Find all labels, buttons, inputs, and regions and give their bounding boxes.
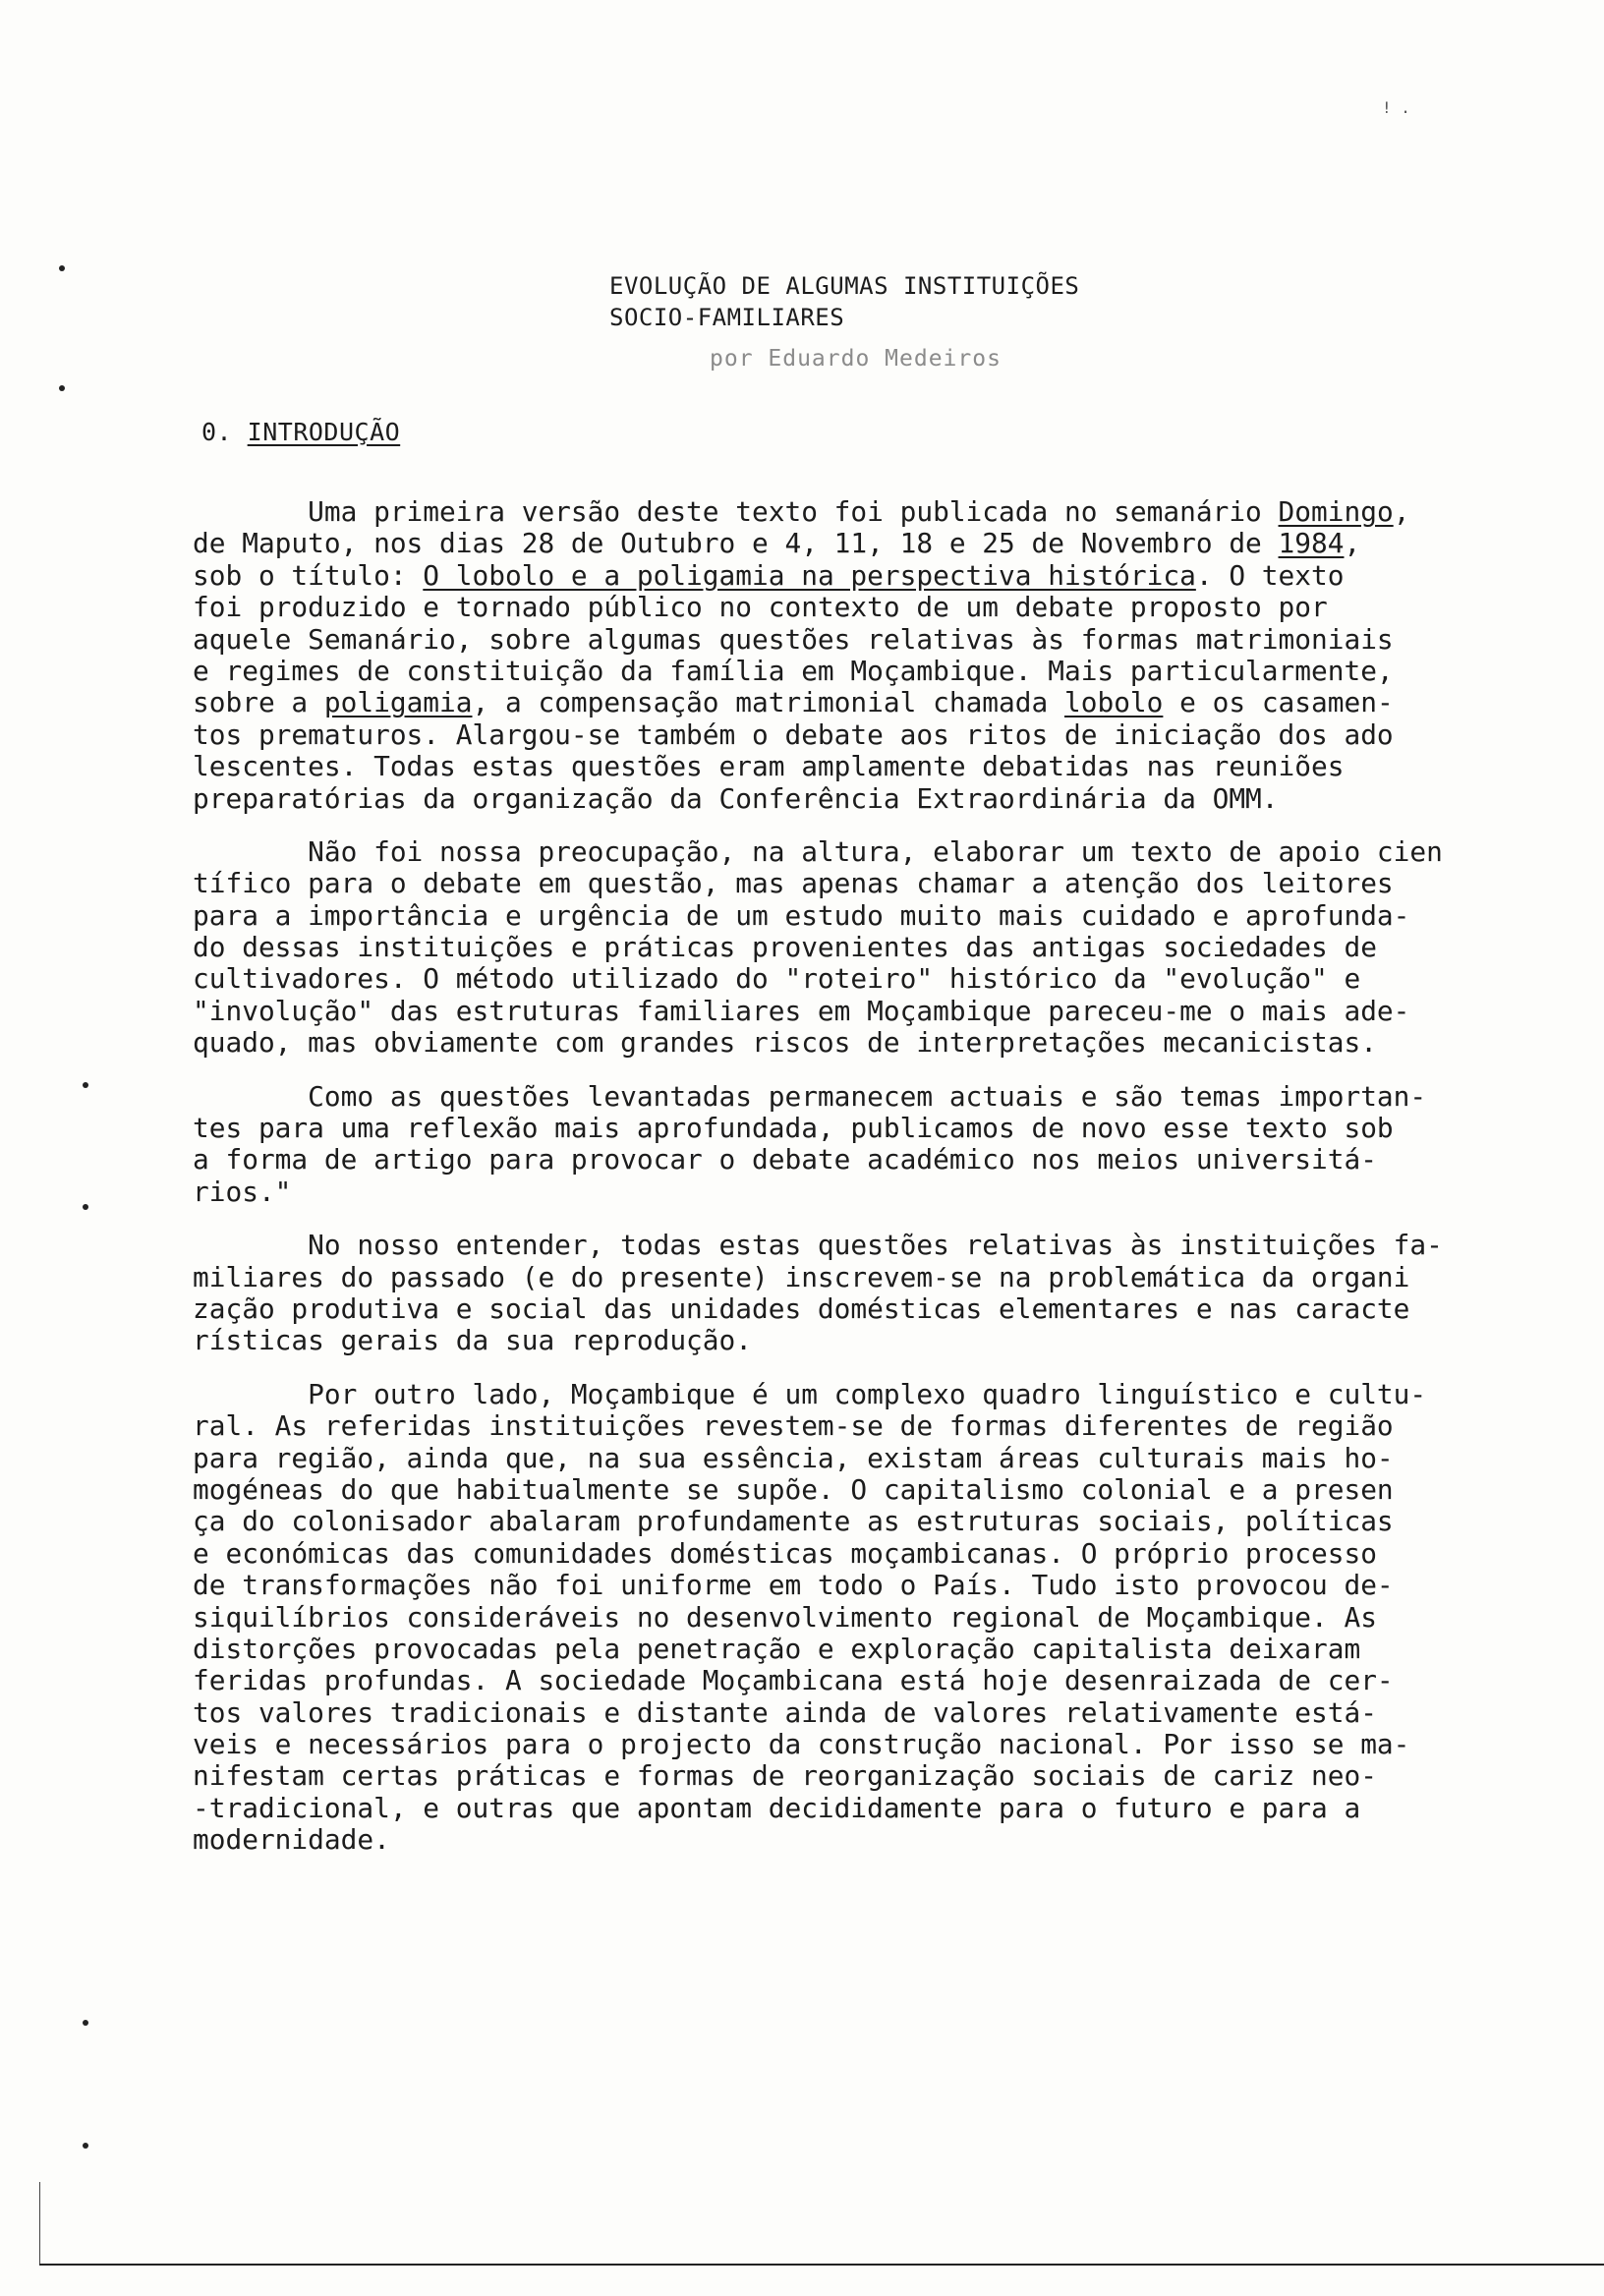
text-line (193, 1027, 1500, 1059)
text-line (193, 1602, 1500, 1634)
text-segment: , (1393, 495, 1410, 528)
text-segment: . O texto (1195, 558, 1345, 592)
text-segment: sobre a (193, 686, 324, 719)
text-segment: mogéneas do que habitualmente se supõe. O capitalismo colonial e a presen (193, 1472, 1394, 1506)
text-line (193, 1760, 1500, 1792)
paragraph-3 (193, 1081, 1500, 1209)
scan-dot (59, 385, 65, 391)
text-line (193, 687, 1500, 718)
title-line-2: SOCIO-FAMILIARES (609, 304, 845, 331)
text-line (193, 1634, 1500, 1665)
paragraph-5 (193, 1379, 1500, 1857)
text-segment: modernidade. (193, 1823, 390, 1857)
text-line (193, 1293, 1500, 1325)
text-line (193, 1538, 1500, 1570)
text-line (193, 656, 1500, 687)
title-line-1: EVOLUÇÃO DE ALGUMAS INSTITUIÇÕES (609, 272, 1080, 300)
text-segment: nifestam certas práticas e formas de reorganização sociais de cariz neo- (193, 1759, 1377, 1793)
text-segment: de Maputo, nos dias 28 de Outubro e 4, 11, 18 e 25 de Novembro de (193, 527, 1279, 560)
text-segment: miliares do passado (e do presente) inscrevem-se na problemática da organi (193, 1260, 1410, 1293)
text-segment: , (1344, 527, 1361, 560)
text-line (193, 1410, 1500, 1442)
text-line (193, 1793, 1500, 1824)
text-segment: e económicas das comunidades domésticas moçambicanas. O próprio processo (193, 1536, 1377, 1570)
text-segment: tos prematuros. Alargou-se também o debate aos ritos de iniciação dos ado (193, 718, 1394, 751)
text-line (193, 560, 1500, 592)
text-segment: quado, mas obviamente com grandes riscos de interpretações mecanicistas. (193, 1026, 1377, 1060)
text-segment: para a importância e urgência de um estudo muito mais cuidado e aprofunda- (193, 898, 1410, 932)
text-segment: aquele Semanário, sobre algumas questões relativas às formas matrimoniais (193, 622, 1394, 656)
underlined-term: 1984 (1278, 527, 1345, 560)
paragraph-2 (193, 836, 1500, 1060)
text-segment: "involução" das estruturas familiares em Moçambique pareceu-me o mais ade- (193, 994, 1410, 1027)
text-line (193, 751, 1500, 782)
text-line (193, 592, 1500, 623)
section-number: 0. (201, 418, 233, 446)
text-line (193, 900, 1500, 932)
text-line (193, 1230, 1500, 1261)
text-line (193, 963, 1500, 995)
text-line (193, 1506, 1500, 1537)
body-text (193, 496, 1500, 1878)
text-line (193, 868, 1500, 899)
text-line (193, 1697, 1500, 1729)
scan-dot (83, 2143, 88, 2149)
section-heading (201, 418, 400, 446)
text-segment: siquilíbrios consideráveis no desenvolvimento regional de Moçambique. As (193, 1600, 1377, 1634)
text-line (193, 624, 1500, 656)
section-title: INTRODUÇÃO (247, 418, 401, 446)
text-segment: Não foi nossa preocupação, na altura, elaborar um texto de apoio cien (193, 834, 1443, 868)
scan-dot (83, 1082, 88, 1088)
text-segment: e regimes de constituição da família em Moçambique. Mais particularmente, (193, 654, 1394, 687)
text-line (193, 1113, 1500, 1144)
text-segment: -tradicional, e outras que apontam decididamente para o futuro e para a (193, 1791, 1361, 1824)
text-segment: ça do colonisador abalaram profundamente as estruturas sociais, políticas (193, 1505, 1394, 1538)
underlined-term: poligamia (323, 686, 473, 719)
text-segment: cultivadores. O método utilizado do "roteiro" histórico da "evolução" e (193, 962, 1361, 996)
text-segment: de transformações não foi uniforme em todo o País. Tudo isto provocou de- (193, 1569, 1394, 1602)
text-line (193, 996, 1500, 1027)
text-segment: preparatórias da organização da Conferência Extraordinária da OMM. (193, 781, 1279, 815)
text-line (193, 1081, 1500, 1113)
text-segment: rísticas gerais da sua reprodução. (193, 1324, 752, 1357)
text-line (193, 1665, 1500, 1696)
text-segment: e os casamen- (1163, 686, 1394, 719)
text-line (193, 719, 1500, 751)
text-segment: foi produzido e tornado público no contexto de um debate proposto por (193, 591, 1328, 624)
text-segment: ral. As referidas instituições revestem-se de formas diferentes de região (193, 1409, 1394, 1443)
text-line (193, 1443, 1500, 1474)
text-line (193, 932, 1500, 963)
text-segment: distorções provocadas pela penetração e exploração capitalista deixaram (193, 1632, 1361, 1665)
text-segment: feridas profundas. A sociedade Moçambicana está hoje desenraizada de cer- (193, 1664, 1394, 1697)
corner-mark: ! . (1382, 98, 1410, 117)
text-line (193, 1325, 1500, 1356)
text-segment: sob o título: (193, 558, 424, 592)
text-segment: tífico para o debate em questão, mas apenas chamar a atenção dos leitores (193, 867, 1394, 900)
author-byline: por Eduardo Medeiros (710, 346, 1002, 372)
text-line (193, 1474, 1500, 1506)
scan-dot (83, 2020, 88, 2026)
text-line (193, 1570, 1500, 1601)
text-line (193, 1824, 1500, 1856)
text-line (193, 1729, 1500, 1760)
text-segment: Uma primeira versão deste texto foi publicada no semanário (193, 495, 1279, 528)
scan-dot (59, 265, 65, 271)
underlined-term: O lobolo e a poligamia na perspectiva histórica (423, 558, 1196, 592)
text-line (193, 783, 1500, 815)
text-segment: rios." (193, 1175, 292, 1208)
text-segment: No nosso entender, todas estas questões relativas às instituições fa- (193, 1229, 1443, 1262)
text-segment: veis e necessários para o projecto da construção nacional. Por isso se ma- (193, 1728, 1410, 1761)
page-bottom-line (39, 2264, 1604, 2266)
text-line (193, 496, 1500, 528)
text-segment: para região, ainda que, na sua essência, existam áreas culturais mais ho- (193, 1441, 1394, 1474)
text-segment: lescentes. Todas estas questões eram amplamente debatidas nas reuniões (193, 750, 1345, 783)
scan-dot (83, 1204, 88, 1210)
text-segment: a forma de artigo para provocar o debate académico nos meios universitá- (193, 1143, 1377, 1177)
underlined-term: Domingo (1278, 495, 1394, 528)
page-edge-line (39, 2182, 40, 2266)
paragraph-4 (193, 1230, 1500, 1357)
text-segment: tos valores tradicionais e distante ainda de valores relativamente está- (193, 1695, 1377, 1729)
text-line (193, 836, 1500, 868)
text-line (193, 1144, 1500, 1176)
text-segment: Por outro lado, Moçambique é um complexo quadro linguístico e cultu- (193, 1377, 1427, 1410)
text-line (193, 1262, 1500, 1293)
document-title (609, 270, 1079, 333)
paragraph-1 (193, 496, 1500, 815)
text-segment: Como as questões levantadas permanecem actuais e são temas importan- (193, 1079, 1427, 1113)
text-line (193, 528, 1500, 559)
text-segment: do dessas instituições e práticas provenientes das antigas sociedades de (193, 931, 1377, 964)
underlined-term: lobolo (1063, 686, 1164, 719)
text-line (193, 1379, 1500, 1410)
text-segment: zação produtiva e social das unidades domésticas elementares e nas caracte (193, 1292, 1410, 1325)
text-segment: , a compensação matrimonial chamada (472, 686, 1064, 719)
text-segment: tes para uma reflexão mais aprofundada, publicamos de novo esse texto sob (193, 1112, 1394, 1145)
text-line (193, 1177, 1500, 1208)
